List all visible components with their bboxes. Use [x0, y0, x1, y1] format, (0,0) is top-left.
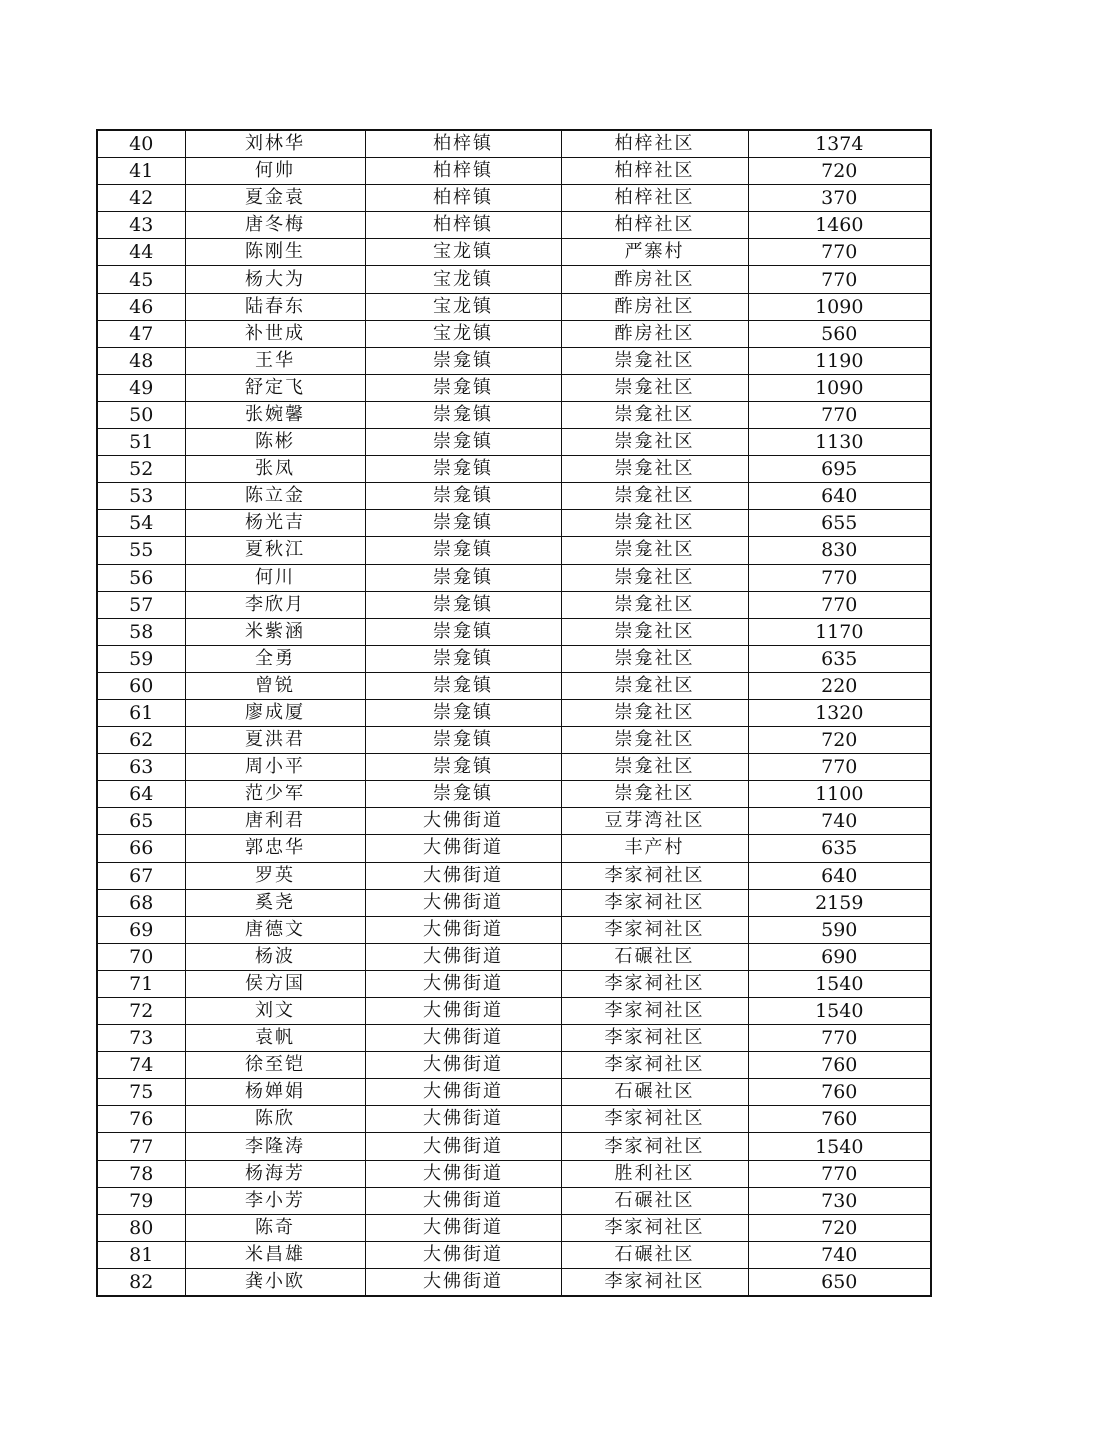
row-number-cell: 80: [97, 1214, 185, 1241]
table-row: [97, 1079, 931, 1106]
table-row: [97, 1133, 931, 1160]
town-cell: 崇龛镇: [365, 401, 561, 428]
amount-cell: 690: [748, 943, 931, 970]
community-cell: 李家祠社区: [561, 998, 748, 1025]
name-cell: 杨婵娟: [185, 1079, 365, 1106]
row-number-cell: 49: [97, 374, 185, 401]
row-number-cell: 50: [97, 401, 185, 428]
table-row: [97, 1187, 931, 1214]
name-cell: 李小芳: [185, 1187, 365, 1214]
row-number-cell: 54: [97, 510, 185, 537]
row-number-cell: 74: [97, 1052, 185, 1079]
amount-cell: 220: [748, 672, 931, 699]
table-row: [97, 943, 931, 970]
amount-cell: 1374: [748, 130, 931, 158]
name-cell: 李欣月: [185, 591, 365, 618]
amount-cell: 760: [748, 1106, 931, 1133]
amount-cell: 1100: [748, 781, 931, 808]
amount-cell: 1540: [748, 1133, 931, 1160]
community-cell: 崇龛社区: [561, 727, 748, 754]
town-cell: 崇龛镇: [365, 754, 561, 781]
community-cell: 石碾社区: [561, 943, 748, 970]
table-row: [97, 510, 931, 537]
name-cell: 郭忠华: [185, 835, 365, 862]
amount-cell: 640: [748, 483, 931, 510]
row-number-cell: 62: [97, 727, 185, 754]
table-row: [97, 1241, 931, 1268]
table-row: [97, 320, 931, 347]
community-cell: 石碾社区: [561, 1079, 748, 1106]
name-cell: 唐利君: [185, 808, 365, 835]
name-cell: 张婉馨: [185, 401, 365, 428]
table-row: [97, 212, 931, 239]
row-number-cell: 60: [97, 672, 185, 699]
town-cell: 大佛街道: [365, 808, 561, 835]
name-cell: 杨海芳: [185, 1160, 365, 1187]
table-row: [97, 537, 931, 564]
town-cell: 大佛街道: [365, 1268, 561, 1296]
name-cell: 杨大为: [185, 266, 365, 293]
row-number-cell: 41: [97, 158, 185, 185]
town-cell: 崇龛镇: [365, 537, 561, 564]
town-cell: 大佛街道: [365, 889, 561, 916]
town-cell: 崇龛镇: [365, 672, 561, 699]
row-number-cell: 45: [97, 266, 185, 293]
community-cell: 李家祠社区: [561, 1025, 748, 1052]
name-cell: 何川: [185, 564, 365, 591]
town-cell: 宝龙镇: [365, 293, 561, 320]
town-cell: 崇龛镇: [365, 618, 561, 645]
table-row: [97, 998, 931, 1025]
community-cell: 柏梓社区: [561, 212, 748, 239]
row-number-cell: 66: [97, 835, 185, 862]
community-cell: 柏梓社区: [561, 158, 748, 185]
table-row: [97, 483, 931, 510]
amount-cell: 1460: [748, 212, 931, 239]
name-cell: 全勇: [185, 645, 365, 672]
table-row: [97, 239, 931, 266]
row-number-cell: 53: [97, 483, 185, 510]
town-cell: 大佛街道: [365, 1160, 561, 1187]
row-number-cell: 81: [97, 1241, 185, 1268]
town-cell: 崇龛镇: [365, 347, 561, 374]
name-cell: 陈刚生: [185, 239, 365, 266]
table-row: [97, 672, 931, 699]
amount-cell: 1540: [748, 970, 931, 997]
town-cell: 大佛街道: [365, 1214, 561, 1241]
name-cell: 廖成厦: [185, 699, 365, 726]
town-cell: 柏梓镇: [365, 212, 561, 239]
row-number-cell: 68: [97, 889, 185, 916]
town-cell: 崇龛镇: [365, 374, 561, 401]
community-cell: 崇龛社区: [561, 537, 748, 564]
town-cell: 崇龛镇: [365, 591, 561, 618]
table-row: [97, 429, 931, 456]
town-cell: 崇龛镇: [365, 429, 561, 456]
town-cell: 崇龛镇: [365, 645, 561, 672]
table-row: [97, 293, 931, 320]
community-cell: 李家祠社区: [561, 1052, 748, 1079]
community-cell: 崇龛社区: [561, 456, 748, 483]
table-row: [97, 401, 931, 428]
row-number-cell: 69: [97, 916, 185, 943]
table-row: [97, 1268, 931, 1296]
row-number-cell: 42: [97, 185, 185, 212]
row-number-cell: 47: [97, 320, 185, 347]
amount-cell: 370: [748, 185, 931, 212]
name-cell: 舒定飞: [185, 374, 365, 401]
community-cell: 崇龛社区: [561, 564, 748, 591]
name-cell: 唐德文: [185, 916, 365, 943]
amount-cell: 1190: [748, 347, 931, 374]
name-cell: 龚小欧: [185, 1268, 365, 1296]
amount-cell: 590: [748, 916, 931, 943]
table-row: [97, 808, 931, 835]
amount-cell: 1320: [748, 699, 931, 726]
name-cell: 侯方国: [185, 970, 365, 997]
community-cell: 豆芽湾社区: [561, 808, 748, 835]
row-number-cell: 48: [97, 347, 185, 374]
community-cell: 酢房社区: [561, 266, 748, 293]
amount-cell: 635: [748, 645, 931, 672]
amount-cell: 770: [748, 564, 931, 591]
amount-cell: 770: [748, 591, 931, 618]
community-cell: 李家祠社区: [561, 889, 748, 916]
town-cell: 崇龛镇: [365, 564, 561, 591]
town-cell: 崇龛镇: [365, 510, 561, 537]
table-row: [97, 266, 931, 293]
amount-cell: 1130: [748, 429, 931, 456]
community-cell: 李家祠社区: [561, 1106, 748, 1133]
town-cell: 崇龛镇: [365, 483, 561, 510]
data-table: [96, 129, 932, 1297]
community-cell: 崇龛社区: [561, 754, 748, 781]
amount-cell: 635: [748, 835, 931, 862]
amount-cell: 760: [748, 1079, 931, 1106]
amount-cell: 730: [748, 1187, 931, 1214]
amount-cell: 655: [748, 510, 931, 537]
row-number-cell: 71: [97, 970, 185, 997]
row-number-cell: 77: [97, 1133, 185, 1160]
row-number-cell: 44: [97, 239, 185, 266]
name-cell: 罗英: [185, 862, 365, 889]
town-cell: 宝龙镇: [365, 239, 561, 266]
community-cell: 李家祠社区: [561, 970, 748, 997]
amount-cell: 770: [748, 266, 931, 293]
name-cell: 李隆涛: [185, 1133, 365, 1160]
table-row: [97, 1052, 931, 1079]
table-row: [97, 727, 931, 754]
table-row: [97, 970, 931, 997]
community-cell: 崇龛社区: [561, 510, 748, 537]
table-row: [97, 130, 931, 158]
name-cell: 米紫涵: [185, 618, 365, 645]
name-cell: 王华: [185, 347, 365, 374]
row-number-cell: 64: [97, 781, 185, 808]
table-row: [97, 185, 931, 212]
amount-cell: 720: [748, 158, 931, 185]
community-cell: 崇龛社区: [561, 699, 748, 726]
table-row: [97, 456, 931, 483]
row-number-cell: 67: [97, 862, 185, 889]
table-row: [97, 158, 931, 185]
table-row: [97, 835, 931, 862]
table-row: [97, 781, 931, 808]
amount-cell: 720: [748, 727, 931, 754]
community-cell: 石碾社区: [561, 1241, 748, 1268]
community-cell: 柏梓社区: [561, 130, 748, 158]
name-cell: 夏秋江: [185, 537, 365, 564]
amount-cell: 560: [748, 320, 931, 347]
community-cell: 崇龛社区: [561, 672, 748, 699]
community-cell: 丰产村: [561, 835, 748, 862]
name-cell: 夏金袁: [185, 185, 365, 212]
row-number-cell: 79: [97, 1187, 185, 1214]
community-cell: 李家祠社区: [561, 1214, 748, 1241]
town-cell: 宝龙镇: [365, 266, 561, 293]
town-cell: 崇龛镇: [365, 699, 561, 726]
amount-cell: 770: [748, 1025, 931, 1052]
table-row: [97, 1025, 931, 1052]
table-row: [97, 374, 931, 401]
town-cell: 大佛街道: [365, 1052, 561, 1079]
table-row: [97, 699, 931, 726]
row-number-cell: 75: [97, 1079, 185, 1106]
community-cell: 崇龛社区: [561, 483, 748, 510]
name-cell: 陈立金: [185, 483, 365, 510]
community-cell: 酢房社区: [561, 320, 748, 347]
row-number-cell: 52: [97, 456, 185, 483]
town-cell: 大佛街道: [365, 835, 561, 862]
town-cell: 崇龛镇: [365, 727, 561, 754]
amount-cell: 1090: [748, 293, 931, 320]
town-cell: 柏梓镇: [365, 130, 561, 158]
town-cell: 大佛街道: [365, 1025, 561, 1052]
town-cell: 大佛街道: [365, 1133, 561, 1160]
name-cell: 袁帆: [185, 1025, 365, 1052]
amount-cell: 740: [748, 808, 931, 835]
amount-cell: 830: [748, 537, 931, 564]
town-cell: 柏梓镇: [365, 158, 561, 185]
amount-cell: 650: [748, 1268, 931, 1296]
row-number-cell: 78: [97, 1160, 185, 1187]
community-cell: 酢房社区: [561, 293, 748, 320]
community-cell: 崇龛社区: [561, 401, 748, 428]
table-row: [97, 1214, 931, 1241]
community-cell: 李家祠社区: [561, 1268, 748, 1296]
row-number-cell: 76: [97, 1106, 185, 1133]
row-number-cell: 72: [97, 998, 185, 1025]
community-cell: 石碾社区: [561, 1187, 748, 1214]
table-row: [97, 889, 931, 916]
amount-cell: 770: [748, 754, 931, 781]
row-number-cell: 70: [97, 943, 185, 970]
town-cell: 柏梓镇: [365, 185, 561, 212]
community-cell: 崇龛社区: [561, 429, 748, 456]
community-cell: 李家祠社区: [561, 1133, 748, 1160]
row-number-cell: 63: [97, 754, 185, 781]
name-cell: 米昌雄: [185, 1241, 365, 1268]
name-cell: 周小平: [185, 754, 365, 781]
community-cell: 崇龛社区: [561, 374, 748, 401]
name-cell: 补世成: [185, 320, 365, 347]
table-row: [97, 916, 931, 943]
row-number-cell: 56: [97, 564, 185, 591]
table-row: [97, 1160, 931, 1187]
row-number-cell: 57: [97, 591, 185, 618]
name-cell: 陈彬: [185, 429, 365, 456]
amount-cell: 770: [748, 1160, 931, 1187]
town-cell: 崇龛镇: [365, 781, 561, 808]
name-cell: 杨波: [185, 943, 365, 970]
amount-cell: 720: [748, 1214, 931, 1241]
town-cell: 大佛街道: [365, 1106, 561, 1133]
name-cell: 陈奇: [185, 1214, 365, 1241]
town-cell: 崇龛镇: [365, 456, 561, 483]
table-row: [97, 591, 931, 618]
name-cell: 杨光吉: [185, 510, 365, 537]
town-cell: 大佛街道: [365, 1187, 561, 1214]
name-cell: 张凤: [185, 456, 365, 483]
amount-cell: 770: [748, 239, 931, 266]
row-number-cell: 82: [97, 1268, 185, 1296]
row-number-cell: 46: [97, 293, 185, 320]
community-cell: 崇龛社区: [561, 781, 748, 808]
amount-cell: 640: [748, 862, 931, 889]
row-number-cell: 40: [97, 130, 185, 158]
amount-cell: 1090: [748, 374, 931, 401]
row-number-cell: 65: [97, 808, 185, 835]
amount-cell: 695: [748, 456, 931, 483]
table-row: [97, 347, 931, 374]
name-cell: 夏洪君: [185, 727, 365, 754]
town-cell: 大佛街道: [365, 998, 561, 1025]
name-cell: 唐冬梅: [185, 212, 365, 239]
table-row: [97, 754, 931, 781]
amount-cell: 2159: [748, 889, 931, 916]
town-cell: 大佛街道: [365, 862, 561, 889]
row-number-cell: 73: [97, 1025, 185, 1052]
table-row: [97, 1106, 931, 1133]
community-cell: 崇龛社区: [561, 645, 748, 672]
name-cell: 范少军: [185, 781, 365, 808]
name-cell: 陆春东: [185, 293, 365, 320]
community-cell: 崇龛社区: [561, 591, 748, 618]
table-row: [97, 564, 931, 591]
town-cell: 大佛街道: [365, 916, 561, 943]
name-cell: 刘文: [185, 998, 365, 1025]
community-cell: 崇龛社区: [561, 347, 748, 374]
table-row: [97, 645, 931, 672]
table-row: [97, 862, 931, 889]
community-cell: 崇龛社区: [561, 618, 748, 645]
row-number-cell: 51: [97, 429, 185, 456]
name-cell: 徐至铠: [185, 1052, 365, 1079]
community-cell: 李家祠社区: [561, 916, 748, 943]
amount-cell: 1540: [748, 998, 931, 1025]
row-number-cell: 55: [97, 537, 185, 564]
amount-cell: 770: [748, 401, 931, 428]
community-cell: 柏梓社区: [561, 185, 748, 212]
amount-cell: 740: [748, 1241, 931, 1268]
town-cell: 宝龙镇: [365, 320, 561, 347]
amount-cell: 760: [748, 1052, 931, 1079]
town-cell: 大佛街道: [365, 943, 561, 970]
name-cell: 何帅: [185, 158, 365, 185]
name-cell: 刘林华: [185, 130, 365, 158]
name-cell: 奚尧: [185, 889, 365, 916]
name-cell: 陈欣: [185, 1106, 365, 1133]
row-number-cell: 59: [97, 645, 185, 672]
row-number-cell: 61: [97, 699, 185, 726]
town-cell: 大佛街道: [365, 1241, 561, 1268]
community-cell: 李家祠社区: [561, 862, 748, 889]
row-number-cell: 58: [97, 618, 185, 645]
table-row: [97, 618, 931, 645]
town-cell: 大佛街道: [365, 970, 561, 997]
town-cell: 大佛街道: [365, 1079, 561, 1106]
row-number-cell: 43: [97, 212, 185, 239]
amount-cell: 1170: [748, 618, 931, 645]
community-cell: 胜利社区: [561, 1160, 748, 1187]
community-cell: 严寨村: [561, 239, 748, 266]
table-body: [97, 130, 931, 1296]
name-cell: 曾锐: [185, 672, 365, 699]
